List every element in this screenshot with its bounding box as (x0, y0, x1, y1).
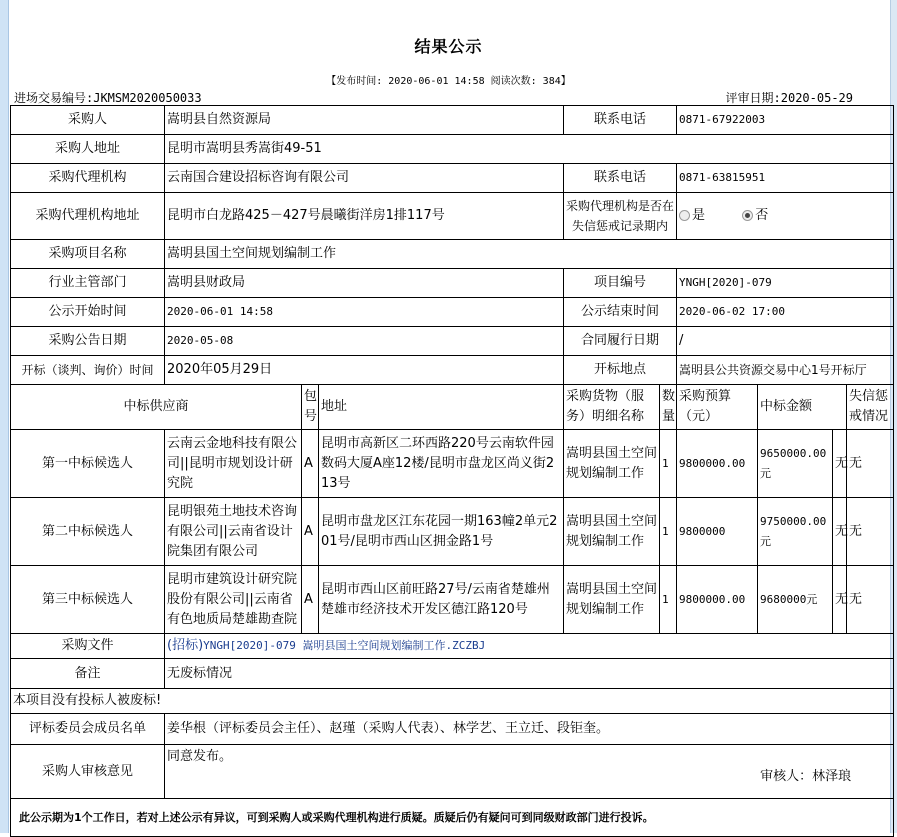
purchaser-value: 嵩明县自然资源局 (165, 106, 564, 135)
agency-label: 采购代理机构 (11, 164, 165, 193)
candidate-amount: 9650000.00元 (758, 430, 833, 498)
bid-header-supplier: 中标供应商 (11, 385, 302, 430)
candidate-qty: 1 (660, 498, 677, 566)
table-row (11, 240, 894, 269)
candidate-budget: 9800000 (677, 498, 758, 566)
review-label: 采购人审核意见 (11, 745, 165, 799)
table-row (11, 745, 894, 799)
publish-meta: 【发布时间: 2020-06-01 14:58 阅读次数: 384】 (326, 76, 571, 87)
bid-header-package: 包号 (302, 385, 319, 430)
table-row (11, 659, 894, 689)
candidate-package: A (302, 566, 319, 634)
review-cell (165, 745, 894, 799)
bid-header-address: 地址 (319, 385, 564, 430)
candidate-row (11, 430, 894, 498)
department-value: 嵩明县财政局 (165, 269, 564, 298)
candidate-dishonest: 无 (847, 566, 894, 634)
candidate-blank: 无 (833, 566, 847, 634)
candidate-budget: 9800000.00 (677, 566, 758, 634)
department-label: 行业主管部门 (11, 269, 165, 298)
open-time-value: 2020年05月29日 (165, 356, 564, 385)
committee-label: 评标委员会成员名单 (11, 714, 165, 745)
bid-header-budget: 采购预算（元） (677, 385, 758, 430)
end-time-value: 2020-06-02 17:00 (677, 298, 894, 327)
file-prefix: (招标) (167, 638, 204, 653)
review-opinion: 同意发布。 (167, 749, 233, 764)
review-date: 评审日期:2020-05-29 (725, 91, 853, 105)
agency-address-value: 昆明市白龙路425－427号晨曦街洋房1排117号 (165, 193, 564, 240)
footer-note: 此公示期为1个工作日，若对上述公示有异议，可到采购人或采购代理机构进行质疑。质疑后仍有疑问可到同级财政部门进行投诉。 (11, 799, 894, 837)
address-value: 昆明市嵩明县秀嵩街49-51 (165, 135, 894, 164)
result-table (10, 105, 894, 837)
end-time-label: 公示结束时间 (564, 298, 677, 327)
contract-date-label: 合同履行日期 (564, 327, 677, 356)
project-name-value: 嵩明县国土空间规划编制工作 (165, 240, 894, 269)
table-row (11, 135, 894, 164)
agency-address-label: 采购代理机构地址 (11, 193, 165, 240)
contract-date-value: / (677, 327, 894, 356)
table-row (11, 164, 894, 193)
bid-header-goods: 采购货物（服务）明细名称 (564, 385, 660, 430)
bid-header-amount: 中标金额 (758, 385, 847, 430)
candidate-supplier: 云南云金地科技有限公司||昆明市规划设计研究院 (165, 430, 302, 498)
candidate-amount: 9680000元 (758, 566, 833, 634)
table-row (11, 799, 894, 837)
table-row (11, 298, 894, 327)
table-row (11, 327, 894, 356)
candidate-address: 昆明市盘龙区江东花园一期163幢2单元201号/昆明市西山区拥金路1号 (319, 498, 564, 566)
table-row (11, 714, 894, 745)
remark-value: 无废标情况 (165, 659, 894, 689)
bid-header-dishonest: 失信惩戒情况 (847, 385, 894, 430)
committee-value: 姜华根（评标委员会主任）、赵瑾（采购人代表）、林学艺、王立迁、段钜奎。 (165, 714, 894, 745)
bid-header-row (11, 385, 894, 430)
project-no-value: YNGH[2020]-079 (677, 269, 894, 298)
candidate-package: A (302, 498, 319, 566)
start-time-label: 公示开始时间 (11, 298, 165, 327)
candidate-package: A (302, 430, 319, 498)
table-row (11, 269, 894, 298)
start-time-value: 2020-06-01 14:58 (165, 298, 564, 327)
bid-header-qty: 数量 (660, 385, 677, 430)
left-frame-border (0, 0, 9, 833)
phone-value: 0871-67922003 (677, 106, 894, 135)
candidate-goods: 嵩明县国土空间规划编制工作 (564, 566, 660, 634)
candidate-row (11, 498, 894, 566)
phone-label: 联系电话 (564, 106, 677, 135)
purchaser-label: 采购人 (11, 106, 165, 135)
candidate-supplier: 昆明市建筑设计研究院股份有限公司||云南省有色地质局楚雄勘查院 (165, 566, 302, 634)
table-row (11, 356, 894, 385)
table-row (11, 106, 894, 135)
dishonest-record-label: 采购代理机构是否在失信惩戒记录期内 (564, 193, 677, 240)
agency-value: 云南国合建设招标咨询有限公司 (165, 164, 564, 193)
radio-yes[interactable] (679, 210, 690, 221)
table-row (11, 193, 894, 240)
candidate-qty: 1 (660, 430, 677, 498)
file-cell (165, 634, 894, 659)
candidate-row (11, 566, 894, 634)
candidate-supplier: 昆明银苑土地技术咨询有限公司||云南省设计院集团有限公司 (165, 498, 302, 566)
open-place-label: 开标地点 (564, 356, 677, 385)
table-row (11, 634, 894, 659)
candidate-blank: 无 (833, 430, 847, 498)
purchase-file-link[interactable]: YNGH[2020]-079 嵩明县国土空间规划编制工作.ZCZBJ (203, 639, 486, 652)
candidate-rank: 第三中标候选人 (11, 566, 165, 634)
reviewer-name: 审核人：林泽琅 (760, 769, 852, 784)
dishonest-radio-group (677, 193, 894, 240)
candidate-amount: 9750000.00元 (758, 498, 833, 566)
notice-date-label: 采购公告日期 (11, 327, 165, 356)
project-name-label: 采购项目名称 (11, 240, 165, 269)
candidate-budget: 9800000.00 (677, 430, 758, 498)
candidate-goods: 嵩明县国土空间规划编制工作 (564, 430, 660, 498)
candidate-address: 昆明市高新区二环西路220号云南软件园数码大厦A座12楼/昆明市盘龙区尚义街213号 (319, 430, 564, 498)
project-no-label: 项目编号 (564, 269, 677, 298)
candidate-qty: 1 (660, 566, 677, 634)
radio-no-label: 否 (755, 208, 769, 223)
candidate-goods: 嵩明县国土空间规划编制工作 (564, 498, 660, 566)
candidate-rank: 第二中标候选人 (11, 498, 165, 566)
open-place-value: 嵩明县公共资源交易中心1号开标厅 (677, 356, 894, 385)
agency-phone-value: 0871-63815951 (677, 164, 894, 193)
candidate-blank: 无 (833, 498, 847, 566)
radio-yes-label: 是 (692, 208, 706, 223)
candidate-dishonest: 无 (847, 498, 894, 566)
radio-no[interactable] (742, 210, 753, 221)
candidate-address: 昆明市西山区前旺路27号/云南省楚雄州楚雄市经济技术开发区德江路120号 (319, 566, 564, 634)
table-row (11, 689, 894, 714)
file-label: 采购文件 (11, 634, 165, 659)
no-invalid-notice: 本项目没有投标人被废标! (11, 689, 894, 714)
notice-date-value: 2020-05-08 (165, 327, 564, 356)
transaction-code: 进场交易编号:JKMSM2020050033 (14, 91, 202, 105)
agency-phone-label: 联系电话 (564, 164, 677, 193)
address-label: 采购人地址 (11, 135, 165, 164)
open-time-label: 开标（谈判、询价）时间 (11, 356, 165, 385)
remark-label: 备注 (11, 659, 165, 689)
candidate-rank: 第一中标候选人 (11, 430, 165, 498)
page-title: 结果公示 (414, 37, 483, 56)
candidate-dishonest: 无 (847, 430, 894, 498)
